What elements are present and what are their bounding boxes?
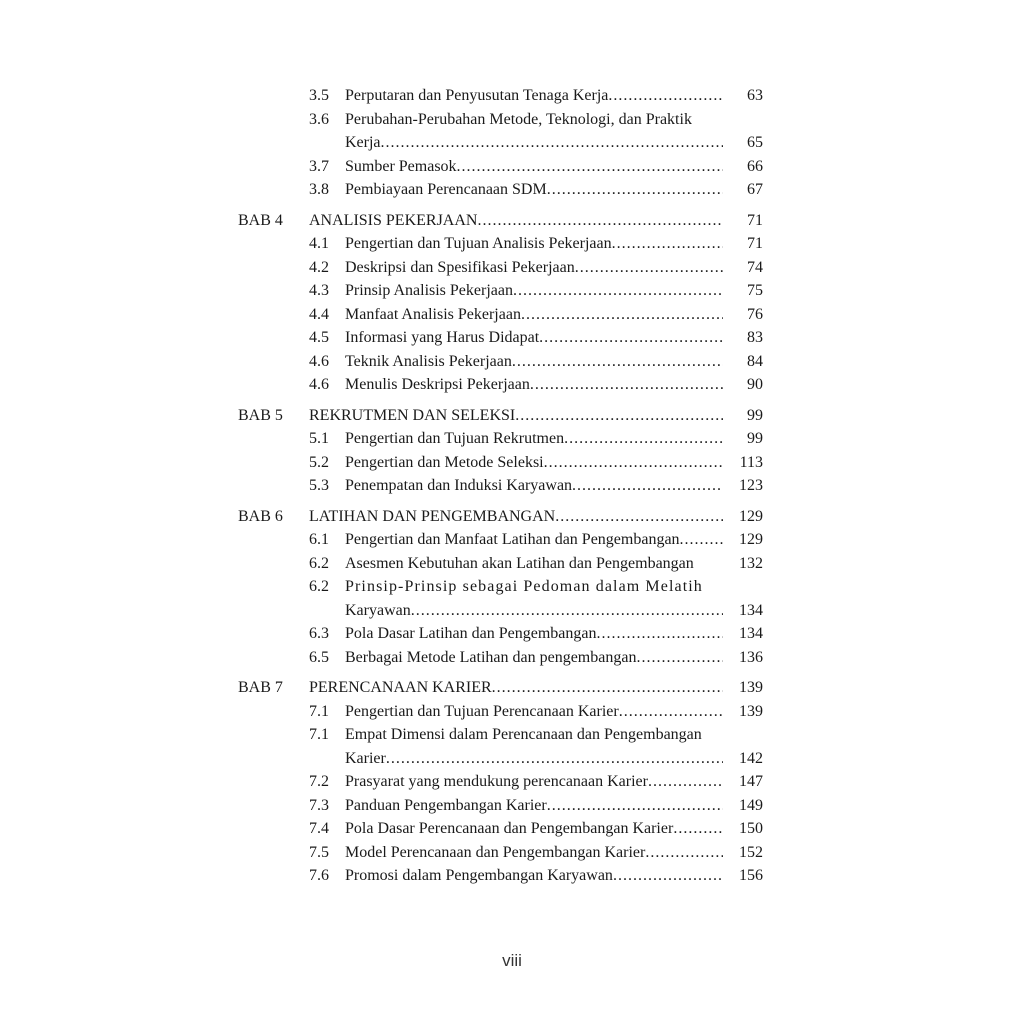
chapter-row <box>0 676 1024 700</box>
dot-leader <box>608 84 723 108</box>
chapter-title: REKRUTMEN DAN SELEKSI <box>309 406 516 424</box>
entry-line <box>345 279 723 303</box>
section-number: 3.6 <box>309 110 329 128</box>
section-number: 4.1 <box>309 235 329 252</box>
toc-entry <box>0 528 1024 552</box>
entry-line <box>345 232 723 256</box>
section-number: 7.6 <box>309 867 329 884</box>
page-ref: 142 <box>739 749 763 767</box>
page-ref: 129 <box>739 507 763 525</box>
dot-leader <box>555 505 723 529</box>
toc-entry <box>0 700 1024 724</box>
section-number: 5.2 <box>309 453 329 471</box>
section-title: Perubahan-Perubahan Metode, Teknologi, dan Praktik <box>345 110 692 128</box>
chapter-title: PERENCANAAN KARIER <box>309 679 492 696</box>
page-ref: 113 <box>739 453 763 471</box>
section-number: 3.7 <box>309 157 329 175</box>
dot-leader <box>386 747 723 771</box>
section-number: 3.8 <box>309 181 329 198</box>
page-ref: 134 <box>739 601 763 619</box>
entry-line <box>345 646 723 670</box>
toc-entry <box>0 864 1024 888</box>
section-number: 7.2 <box>309 773 329 790</box>
toc-entry <box>0 770 1024 794</box>
section-number: 6.2 <box>309 578 329 595</box>
section-title: Model Perencanaan dan Pengembangan Karier <box>345 843 646 861</box>
chapter-title: ANALISIS PEKERJAAN <box>309 211 478 229</box>
section-title: Pembiayaan Perencanaan SDM <box>345 181 547 198</box>
dot-leader <box>539 326 723 350</box>
section-title: Berbagai Metode Latihan dan pengembangan <box>345 648 637 666</box>
section-number: 7.3 <box>309 796 329 814</box>
page-number: viii <box>502 951 522 970</box>
page-ref: 123 <box>739 477 763 494</box>
entry-line <box>345 451 723 475</box>
dot-leader <box>521 303 723 327</box>
page-ref: 99 <box>747 430 763 447</box>
section-title: Panduan Pengembangan Karier <box>345 796 547 814</box>
page-ref: 71 <box>747 211 763 229</box>
page-ref: 66 <box>747 157 763 175</box>
section-number: 7.5 <box>309 843 329 861</box>
chapter-label: BAB 5 <box>238 406 283 424</box>
chapter-row <box>0 209 1024 233</box>
section-title: Pengertian dan Tujuan Analisis Pekerjaan <box>345 235 612 252</box>
dot-leader <box>612 232 723 256</box>
section-number: 4.6 <box>309 352 329 370</box>
page-ref: 129 <box>739 531 763 548</box>
entry-line <box>345 528 723 552</box>
page-ref: 147 <box>739 773 763 790</box>
section-title: Karyawan <box>345 601 411 619</box>
dot-leader <box>381 131 723 155</box>
dot-leader <box>547 178 723 202</box>
section-number: 4.4 <box>309 305 329 323</box>
section-title: Deskripsi dan Spesifikasi Pekerjaan <box>345 258 575 276</box>
page-ref: 156 <box>739 867 763 884</box>
section-number: 4.2 <box>309 258 329 276</box>
section-title: Pola Dasar Perencanaan dan Pengembangan Karier <box>345 820 674 837</box>
section-title: Pengertian dan Metode Seleksi <box>345 453 544 471</box>
section-number: 6.3 <box>309 625 329 642</box>
entry-line <box>345 350 723 374</box>
toc-entry <box>0 178 1024 202</box>
toc-entry-continuation <box>0 599 1024 623</box>
page-ref: 149 <box>739 796 763 814</box>
entry-line <box>345 178 723 202</box>
entry-line <box>345 599 723 623</box>
entry-line <box>345 575 723 599</box>
section-title: Empat Dimensi dalam Perencanaan dan Pengembangan <box>345 726 702 743</box>
section-title: Manfaat Analisis Pekerjaan <box>345 305 521 323</box>
dot-leader <box>619 700 723 724</box>
toc-entry <box>0 108 1024 132</box>
page-ref: 71 <box>747 235 763 252</box>
dot-leader <box>636 646 723 670</box>
section-number: 5.1 <box>309 430 329 447</box>
section-number: 7.1 <box>309 702 329 720</box>
entry-line <box>345 131 723 155</box>
toc-entry <box>0 817 1024 841</box>
section-title: Sumber Pemasok <box>345 157 457 175</box>
chapter-label: BAB 4 <box>238 211 283 229</box>
dot-leader <box>457 155 723 179</box>
toc-entry <box>0 841 1024 865</box>
entry-line <box>345 84 723 108</box>
dot-leader <box>564 427 723 451</box>
page-ref: 83 <box>747 329 763 346</box>
entry-line <box>345 841 723 865</box>
dot-leader <box>547 794 723 818</box>
dot-leader <box>492 676 723 700</box>
page-ref: 136 <box>739 648 763 666</box>
dot-leader <box>513 279 723 303</box>
page-ref: 152 <box>739 843 763 861</box>
page-ref: 139 <box>739 702 763 720</box>
chapter-row <box>0 505 1024 529</box>
entry-line <box>345 817 723 841</box>
toc-entry <box>0 232 1024 256</box>
entry-line <box>309 676 723 700</box>
toc-entry <box>0 646 1024 670</box>
dot-leader <box>515 404 723 428</box>
dot-leader <box>673 817 723 841</box>
section-title: Karier <box>345 749 386 767</box>
chapter-title: LATIHAN DAN PENGEMBANGAN <box>309 507 556 525</box>
section-title: Teknik Analisis Pekerjaan <box>345 352 512 370</box>
page-ref: 67 <box>747 181 763 198</box>
section-number: 3.5 <box>309 87 329 104</box>
toc-entry <box>0 427 1024 451</box>
dot-leader <box>613 864 723 888</box>
toc-entry <box>0 794 1024 818</box>
entry-line <box>345 723 723 747</box>
toc-entry <box>0 451 1024 475</box>
section-title: Pengertian dan Tujuan Rekrutmen <box>345 430 565 447</box>
toc-entry-continuation <box>0 747 1024 771</box>
page-ref: 65 <box>747 134 763 151</box>
dot-leader <box>477 209 723 233</box>
toc-entry <box>0 373 1024 397</box>
chapter-label: BAB 7 <box>238 679 283 696</box>
page-ref: 75 <box>747 282 763 299</box>
page-ref: 90 <box>747 376 763 393</box>
chapter-label: BAB 6 <box>238 507 283 525</box>
page-ref: 84 <box>747 352 763 370</box>
toc-entry <box>0 155 1024 179</box>
section-title: Prasyarat yang mendukung perencanaan Karier <box>345 773 648 790</box>
section-number: 7.4 <box>309 820 329 837</box>
section-title: Promosi dalam Pengembangan Karyawan <box>345 867 613 884</box>
section-number: 4.6 <box>309 376 329 393</box>
entry-line <box>345 427 723 451</box>
section-number: 4.3 <box>309 282 329 299</box>
section-title: Pola Dasar Latihan dan Pengembangan <box>345 625 597 642</box>
page-ref: 63 <box>747 87 763 104</box>
dot-leader <box>575 256 723 280</box>
page-ref: 134 <box>739 625 763 642</box>
section-title: Asesmen Kebutuhan akan Latihan dan Pengembangan <box>345 554 694 572</box>
toc-entry <box>0 256 1024 280</box>
entry-line <box>345 256 723 280</box>
entry-line <box>309 505 723 529</box>
dot-leader <box>411 599 723 623</box>
dot-leader <box>572 474 723 498</box>
entry-line <box>345 622 723 646</box>
entry-line <box>345 303 723 327</box>
dot-leader <box>530 373 723 397</box>
dot-leader <box>512 350 723 374</box>
page-ref: 76 <box>747 305 763 323</box>
page-ref: 150 <box>739 820 763 837</box>
toc-entry <box>0 474 1024 498</box>
dot-leader <box>680 528 723 552</box>
section-number: 6.2 <box>309 554 329 572</box>
entry-line <box>345 155 723 179</box>
table-of-contents <box>0 84 1024 888</box>
section-title: Pengertian dan Tujuan Perencanaan Karier <box>345 702 619 720</box>
toc-entry <box>0 575 1024 599</box>
entry-line <box>309 404 723 428</box>
entry-line <box>345 108 723 132</box>
page-ref: 132 <box>739 554 763 572</box>
section-number: 6.1 <box>309 531 329 548</box>
section-title: Kerja <box>345 134 381 151</box>
dot-leader <box>544 451 723 475</box>
toc-entry <box>0 723 1024 747</box>
page-ref: 74 <box>747 258 763 276</box>
page-ref: 139 <box>739 679 763 696</box>
section-title: Informasi yang Harus Didapat <box>345 329 540 346</box>
entry-line <box>345 770 723 794</box>
toc-entry <box>0 84 1024 108</box>
page-ref: 99 <box>747 406 763 424</box>
section-title: Prinsip Analisis Pekerjaan <box>345 282 513 299</box>
section-title: Penempatan dan Induksi Karyawan <box>345 477 573 494</box>
entry-line <box>345 864 723 888</box>
toc-entry <box>0 552 1024 576</box>
section-title: Perputaran dan Penyusutan Tenaga Kerja <box>345 87 609 104</box>
section-number: 4.5 <box>309 329 329 346</box>
dot-leader <box>648 770 723 794</box>
dot-leader <box>596 622 723 646</box>
entry-line <box>345 373 723 397</box>
toc-entry <box>0 622 1024 646</box>
section-number: 6.5 <box>309 648 329 666</box>
toc-entry-continuation <box>0 131 1024 155</box>
dot-leader <box>645 841 723 865</box>
entry-line <box>345 700 723 724</box>
section-title: Menulis Deskripsi Pekerjaan <box>345 376 530 393</box>
entry-line <box>345 552 723 576</box>
chapter-row <box>0 404 1024 428</box>
entry-line <box>345 794 723 818</box>
toc-entry <box>0 303 1024 327</box>
entry-line <box>345 326 723 350</box>
toc-entry <box>0 279 1024 303</box>
section-title: Prinsip-Prinsip sebagai Pedoman dalam Melatih <box>345 578 703 595</box>
toc-entry <box>0 326 1024 350</box>
section-title: Pengertian dan Manfaat Latihan dan Pengembangan <box>345 531 680 548</box>
section-number: 7.1 <box>309 726 329 743</box>
section-number: 5.3 <box>309 477 329 494</box>
entry-line <box>309 209 723 233</box>
toc-entry <box>0 350 1024 374</box>
entry-line <box>345 474 723 498</box>
entry-line <box>345 747 723 771</box>
